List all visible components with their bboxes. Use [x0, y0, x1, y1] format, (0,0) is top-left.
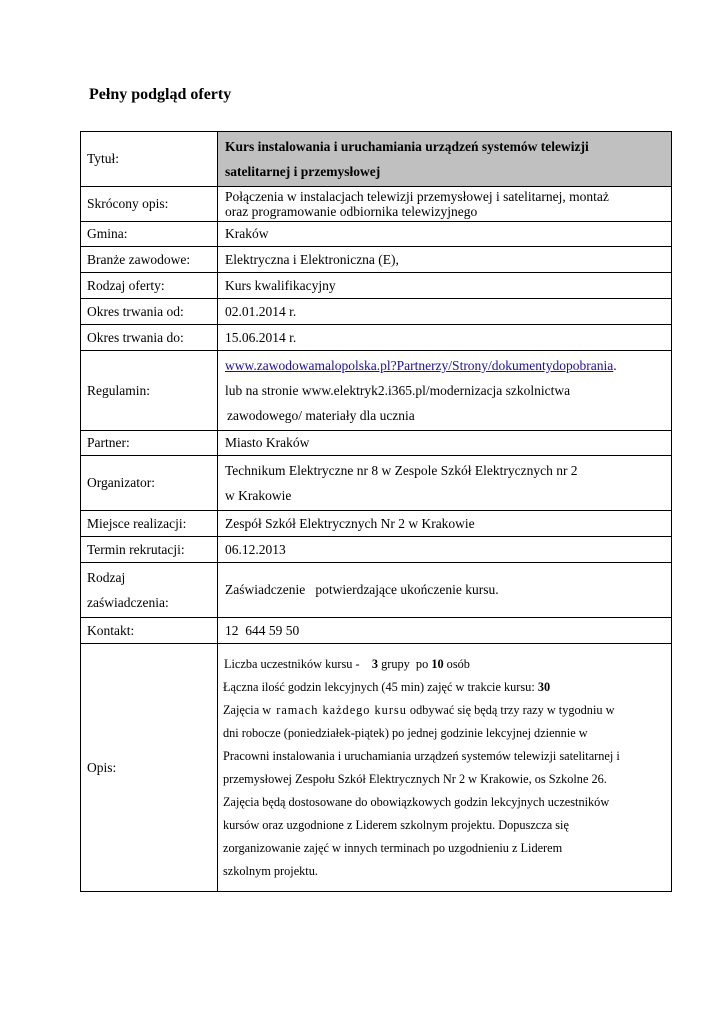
row-skrocony-opis	[81, 187, 672, 222]
short-desc-line-2: oraz programowanie odbiornika telewizyjnego	[225, 204, 478, 219]
row-okres-do	[81, 325, 672, 351]
value-gmina: Kraków	[218, 222, 672, 247]
row-organizator	[81, 456, 672, 511]
opis-line-10: szkolnym projektu.	[223, 863, 318, 878]
label-opis: Opis:	[81, 644, 218, 892]
opis-line-1	[223, 653, 665, 676]
value-termin: 06.12.2013	[218, 537, 672, 563]
value-tytul	[218, 132, 672, 187]
opis-line-3	[223, 699, 665, 722]
opis-line-4: dni robocze (poniedziałek-piątek) po jednej godzinie lekcyjnej dziennie w	[223, 725, 588, 740]
label-rodzaj-line-1: Rodzaj	[87, 570, 126, 585]
row-regulamin	[81, 351, 672, 431]
opis-line-3c: odbywać się będą trzy razy w tygodniu w	[406, 702, 615, 717]
regulamin-line-3: zawodowego/ materiały dla ucznia	[227, 408, 415, 423]
label-rodzaj-oferty: Rodzaj oferty:	[81, 273, 218, 299]
opis-hours-total: 30	[537, 679, 551, 694]
label-partner: Partner:	[81, 431, 218, 456]
row-miejsce	[81, 511, 672, 537]
row-partner	[81, 431, 672, 456]
short-desc-line-1: Połączenia w instalacjach telewizji przemysłowej i satelitarnej, montaż	[225, 189, 609, 204]
regulamin-line-2: lub na stronie www.elektryk2.i365.pl/modernizacja szkolnictwa	[225, 383, 571, 398]
organizator-line-1: Technikum Elektryczne nr 8 w Zespole Szkół Elektrycznych nr 2	[225, 463, 578, 478]
opis-line-2a: Łączna ilość godzin lekcyjnych (45 min) zajęć w trakcie kursu:	[223, 679, 538, 694]
value-okres-od: 02.01.2014 r.	[218, 299, 672, 325]
value-kontakt: 12 644 59 50	[218, 618, 672, 644]
label-okres-od: Okres trwania od:	[81, 299, 218, 325]
label-skrocony-opis: Skrócony opis:	[81, 187, 218, 222]
label-tytul: Tytuł:	[81, 132, 218, 187]
label-termin: Termin rekrutacji:	[81, 537, 218, 563]
opis-line-1c: grupy po	[378, 656, 432, 671]
opis-line-8: kursów oraz uzgodnione z Liderem szkolnym projektu. Dopuszcza się	[223, 817, 569, 832]
opis-line-1e: osób	[443, 656, 470, 671]
row-opis	[81, 644, 672, 892]
label-miejsce: Miejsce realizacji:	[81, 511, 218, 537]
opis-line-5: Pracowni instalowania i uruchamiania urządzeń systemów telewizji satelitarnej i	[223, 748, 620, 763]
value-partner: Miasto Kraków	[218, 431, 672, 456]
label-rodzaj-line-2: zaświadczenia:	[87, 595, 169, 610]
opis-line-3b: w ramach każdego kursu	[262, 702, 407, 717]
regulamin-link[interactable]: www.zawodowamalopolska.pl?Partnerzy/Strony/dokumentydopobrania	[225, 358, 614, 373]
regulamin-link-suffix: .	[613, 358, 617, 373]
opis-line-7: Zajęcia będą dostosowane do obowiązkowych godzin lekcyjnych uczestników	[223, 794, 610, 809]
offer-table	[80, 131, 672, 892]
row-rodzaj-oferty	[81, 273, 672, 299]
title-line-2: satelitarnej i przemysłowej	[225, 164, 381, 179]
opis-line-6: przemysłowej Zespołu Szkół Elektrycznych Nr 2 w Krakowie, os Szkolne 26.	[223, 771, 607, 786]
value-regulamin	[218, 351, 672, 431]
row-kontakt	[81, 618, 672, 644]
row-gmina	[81, 222, 672, 247]
label-okres-do: Okres trwania do:	[81, 325, 218, 351]
value-branze: Elektryczna i Elektroniczna (E),	[218, 247, 672, 273]
value-okres-do: 15.06.2014 r.	[218, 325, 672, 351]
opis-group-size: 10	[431, 656, 444, 671]
label-gmina: Gmina:	[81, 222, 218, 247]
row-rodzaj-zaswiadczenia	[81, 563, 672, 618]
row-termin	[81, 537, 672, 563]
row-tytul	[81, 132, 672, 187]
value-rodzaj-oferty: Kurs kwalifikacyjny	[218, 273, 672, 299]
label-rodzaj-zaswiadczenia	[81, 563, 218, 618]
row-branze	[81, 247, 672, 273]
page-title: Pełny podgląd oferty	[89, 86, 232, 103]
value-organizator	[218, 456, 672, 511]
opis-groups-count: 3	[371, 656, 379, 671]
label-branze: Branże zawodowe:	[81, 247, 218, 273]
opis-line-1a: Liczba uczestników kursu -	[224, 656, 372, 671]
label-organizator: Organizator:	[81, 456, 218, 511]
value-rodzaj-zaswiadczenia: Zaświadczenie potwierdzające ukończenie kursu.	[218, 563, 672, 618]
opis-line-2	[223, 676, 665, 699]
opis-line-9: zorganizowanie zajęć w innych terminach po uzgodnieniu z Liderem	[223, 840, 563, 855]
title-line-1: Kurs instalowania i uruchamiania urządzeń systemów telewizji	[225, 139, 589, 154]
value-opis	[218, 644, 672, 892]
regulamin-link-line	[225, 353, 665, 378]
value-miejsce: Zespół Szkół Elektrycznych Nr 2 w Krakowie	[218, 511, 672, 537]
label-regulamin: Regulamin:	[81, 351, 218, 431]
row-okres-od	[81, 299, 672, 325]
value-skrocony-opis	[218, 187, 672, 222]
opis-line-3a: Zajęcia	[223, 702, 263, 717]
label-kontakt: Kontakt:	[81, 618, 218, 644]
organizator-line-2: w Krakowie	[225, 488, 292, 503]
